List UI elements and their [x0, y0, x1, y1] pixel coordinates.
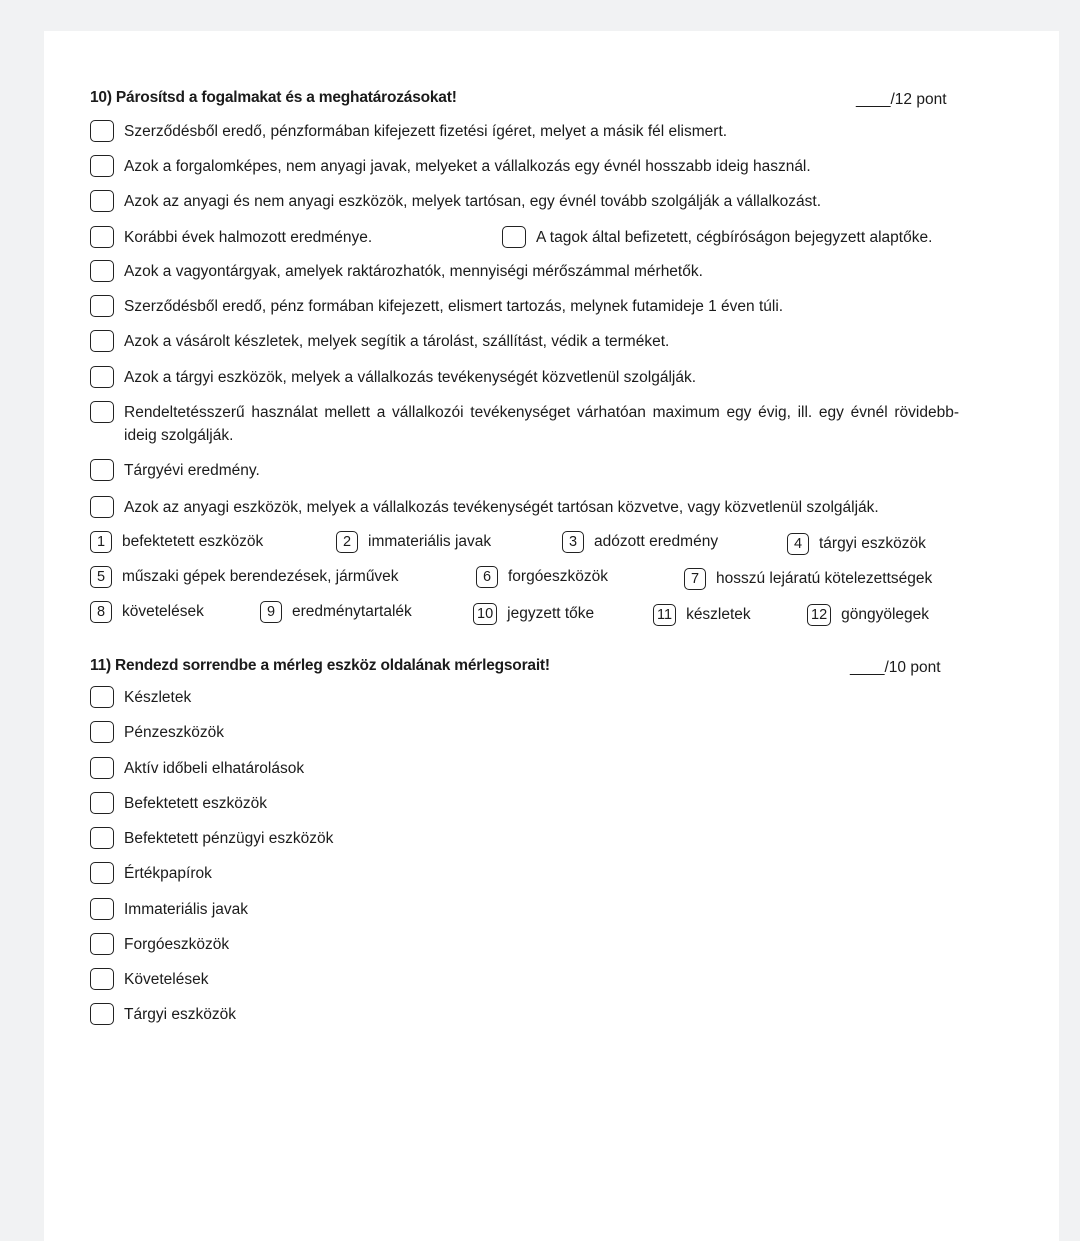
- definition-row: [90, 260, 703, 283]
- definition-text: Szerződésből eredő, pénz formában kifejezett, elismert tartozás, melynek futamideje 1 éven túli.: [124, 298, 784, 315]
- definition-row: [90, 459, 260, 482]
- answer-box[interactable]: [90, 968, 114, 990]
- term-number: 1: [90, 531, 112, 553]
- definition-text: Szerződésből eredő, pénzformában kifejezett fizetési ígéret, melyet a másik fél elismert.: [124, 123, 728, 140]
- term-number: 12: [807, 604, 831, 626]
- definition-row: [90, 120, 727, 143]
- term-option: [653, 604, 751, 626]
- answer-box[interactable]: [90, 496, 114, 518]
- question-11-score: ____/10 pont: [850, 659, 941, 676]
- order-item-label: Tárgyi eszközök: [124, 1006, 236, 1023]
- order-item: [90, 757, 304, 780]
- definition-text: Azok a tárgyi eszközök, melyek a vállalkozás tevékenységét közvetlenül szolgálják.: [124, 369, 697, 386]
- answer-box[interactable]: [90, 721, 114, 743]
- term-label: tárgyi eszközök: [819, 535, 926, 552]
- answer-box[interactable]: [90, 295, 114, 317]
- question-10-score: ____/12 pont: [856, 91, 947, 108]
- definition-text: A tagok által befizetett, cégbíróságon bejegyzett alaptőke.: [536, 229, 933, 246]
- term-number: 3: [562, 531, 584, 553]
- answer-box[interactable]: [90, 459, 114, 481]
- answer-box[interactable]: [90, 827, 114, 849]
- definition-text: Korábbi évek halmozott eredménye.: [124, 229, 373, 246]
- answer-box[interactable]: [90, 1003, 114, 1025]
- definition-text: Rendeltetésszerű használat mellett a vállalkozói tevékenységet várhatóan maximum egy évig, ill. egy évnél rövidebb- ideig szolgálják.: [124, 404, 959, 444]
- answer-box[interactable]: [90, 330, 114, 352]
- term-label: jegyzett tőke: [507, 605, 595, 622]
- definition-row: [90, 496, 879, 519]
- order-item-label: Értékpapírok: [124, 865, 212, 882]
- order-item: [90, 862, 212, 885]
- answer-box[interactable]: [90, 933, 114, 955]
- term-label: hosszú lejáratú kötelezettségek: [716, 570, 933, 587]
- term-option: [807, 604, 929, 626]
- term-option: [260, 601, 412, 623]
- term-label: befektetett eszközök: [122, 533, 264, 550]
- term-label: eredménytartalék: [292, 603, 412, 620]
- term-number: 5: [90, 566, 112, 588]
- answer-box[interactable]: [90, 757, 114, 779]
- question-10-title: 10) Párosítsd a fogalmakat és a meghatározásokat!: [90, 89, 457, 106]
- answer-box[interactable]: [90, 226, 114, 248]
- answer-box[interactable]: [90, 792, 114, 814]
- order-item-label: Követelések: [124, 971, 209, 988]
- term-option: [90, 566, 399, 588]
- term-number: 7: [684, 568, 706, 590]
- term-option: [90, 601, 204, 623]
- definition-row: [90, 190, 821, 213]
- term-label: műszaki gépek berendezések, járművek: [122, 568, 399, 585]
- definition-row: [90, 226, 372, 249]
- question-11-title: 11) Rendezd sorrendbe a mérleg eszköz oldalának mérlegsorait!: [90, 657, 550, 674]
- order-item: [90, 721, 224, 744]
- order-item-label: Befektetett eszközök: [124, 795, 268, 812]
- answer-box[interactable]: [90, 190, 114, 212]
- term-label: immateriális javak: [368, 533, 492, 550]
- term-option: [562, 531, 718, 553]
- order-item-label: Immateriális javak: [124, 901, 249, 918]
- order-item: [90, 792, 267, 815]
- term-label: forgóeszközök: [508, 568, 608, 585]
- term-number: 10: [473, 603, 497, 625]
- definition-text: Tárgyévi eredmény.: [124, 462, 260, 479]
- order-item: [90, 827, 333, 850]
- term-option: [787, 533, 926, 555]
- answer-box[interactable]: [90, 155, 114, 177]
- order-item-label: Aktív időbeli elhatárolások: [124, 760, 305, 777]
- definition-row: [90, 295, 783, 318]
- definition-row: [90, 401, 959, 447]
- term-number: 2: [336, 531, 358, 553]
- order-item: [90, 933, 229, 956]
- definition-text: Azok az anyagi eszközök, melyek a vállalkozás tevékenységét tartósan közvetve, vagy közvetlenül szolgálják.: [124, 499, 879, 516]
- term-label: göngyölegek: [841, 606, 930, 623]
- order-item: [90, 686, 191, 709]
- answer-box[interactable]: [90, 366, 114, 388]
- answer-box[interactable]: [90, 260, 114, 282]
- definition-text: Azok a forgalomképes, nem anyagi javak, melyeket a vállalkozás egy évnél hosszabb ideig használ.: [124, 158, 811, 175]
- answer-box[interactable]: [90, 898, 114, 920]
- term-option: [336, 531, 491, 553]
- term-option: [684, 568, 932, 590]
- order-item: [90, 1003, 236, 1026]
- definition-text: Azok a vásárolt készletek, melyek segítik a tárolást, szállítást, védik a terméket.: [124, 333, 670, 350]
- order-item: [90, 968, 208, 991]
- term-number: 11: [653, 604, 676, 626]
- term-number: 9: [260, 601, 282, 623]
- term-label: követelések: [122, 603, 204, 620]
- worksheet-page: [44, 31, 1059, 1241]
- answer-box[interactable]: [90, 401, 114, 423]
- term-label: készletek: [686, 606, 751, 623]
- term-label: adózott eredmény: [594, 533, 719, 550]
- term-number: 4: [787, 533, 809, 555]
- order-item: [90, 898, 248, 921]
- answer-box[interactable]: [90, 120, 114, 142]
- definition-text: Azok az anyagi és nem anyagi eszközök, melyek tartósan, egy évnél tovább szolgálják a vállalkozást.: [124, 193, 822, 210]
- definition-row: [90, 155, 811, 178]
- definition-row: [90, 366, 696, 389]
- term-number: 8: [90, 601, 112, 623]
- term-option: [476, 566, 608, 588]
- answer-box[interactable]: [90, 862, 114, 884]
- term-number: 6: [476, 566, 498, 588]
- order-item-label: Forgóeszközök: [124, 936, 230, 953]
- term-option: [90, 531, 263, 553]
- order-item-label: Befektetett pénzügyi eszközök: [124, 830, 334, 847]
- answer-box[interactable]: [502, 226, 526, 248]
- order-item-label: Pénzeszközök: [124, 724, 224, 741]
- definition-row: [502, 226, 932, 249]
- answer-box[interactable]: [90, 686, 114, 708]
- term-option: [473, 603, 594, 625]
- definition-row: [90, 330, 669, 353]
- definition-text: Azok a vagyontárgyak, amelyek raktározhatók, mennyiségi mérőszámmal mérhetők.: [124, 263, 703, 280]
- order-item-label: Készletek: [124, 689, 192, 706]
